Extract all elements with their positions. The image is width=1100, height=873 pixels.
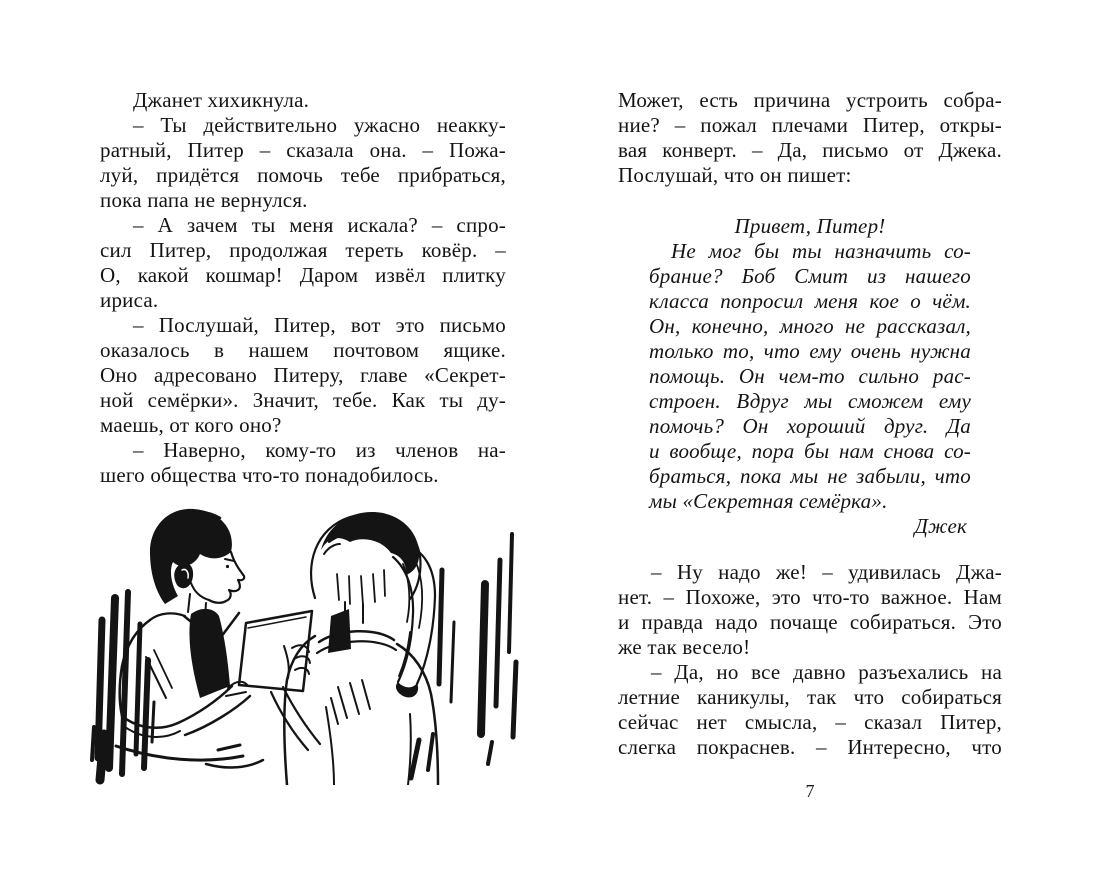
paragraph	[100, 88, 506, 113]
paragraph	[618, 660, 1002, 760]
text-line: сейчас нет смысла, – сказал Питер,	[618, 710, 1002, 734]
text-line: помочь? Он хороший друг. Да	[649, 414, 971, 438]
text-line: Джек	[914, 514, 967, 538]
text-line: Привет, Питер!	[734, 214, 886, 238]
text-line: ние? – пожал плечами Питер, откры-	[618, 113, 1002, 137]
paragraph	[100, 438, 506, 488]
letter-block	[649, 214, 971, 539]
text-line: ной семёрки». Значит, тебе. Как ты ду-	[100, 388, 506, 412]
letter-paper	[239, 611, 312, 691]
paragraph-gap	[618, 188, 1002, 214]
text-line: ратный, Питер – сказала она. – Пожа-	[100, 138, 506, 162]
paragraph	[100, 313, 506, 438]
illustration-two-children-reading-letter	[88, 502, 520, 785]
text-line: маешь, от кого оно?	[100, 413, 282, 437]
background-hatching-right	[439, 534, 516, 764]
text-line: оказалось в нашем почтовом ящике.	[100, 338, 506, 362]
text-line: нет. – Похоже, это что-то важное. Нам	[618, 585, 1002, 609]
text-line: помощь. Он чем-то сильно рас-	[649, 364, 971, 388]
text-line: – А зачем ты меня искала? – спро-	[133, 213, 506, 237]
text-line: Джанет хихикнула.	[133, 88, 310, 112]
text-line: Может, есть причина устроить собра-	[618, 88, 1002, 112]
text-line: сил Питер, продолжая тереть ковёр. –	[100, 238, 506, 262]
paragraph	[618, 88, 1002, 188]
paragraph	[618, 560, 1002, 660]
left-page-text	[100, 88, 506, 488]
text-line: О, какой кошмар! Даром извёл плитку	[100, 263, 506, 287]
right-page-text	[618, 88, 1002, 760]
text-line: слегка покраснев. – Интересно, что	[618, 735, 1002, 759]
background-hatching-left	[92, 592, 154, 780]
text-line: класса попросил меня кое о чём.	[649, 289, 971, 313]
text-line: – Послушай, Питер, вот это письмо	[133, 313, 506, 337]
paragraph-gap	[618, 539, 1002, 560]
text-line: ириса.	[100, 288, 159, 312]
text-line: же так весело!	[618, 635, 751, 659]
text-line: Оно адресовано Питеру, главе «Секрет-	[100, 363, 506, 387]
text-line: – Да, но все давно разъехались на	[651, 660, 1002, 684]
text-line: и правда надо почаще собираться. Это	[618, 610, 1002, 634]
text-line: вая конверт. – Да, письмо от Джека.	[618, 138, 1002, 162]
paragraph	[100, 113, 506, 213]
text-line: Он, конечно, много не рассказал,	[649, 314, 971, 338]
text-line: брание? Боб Смит из нашего	[649, 264, 971, 288]
text-line: пока папа не вернулся.	[100, 188, 308, 212]
text-line: луй, придётся помочь тебе прибраться,	[100, 163, 506, 187]
text-line: браться, пока мы не забыли, что	[649, 464, 971, 488]
paragraph	[100, 213, 506, 313]
text-line: строен. Вдруг мы сможем ему	[649, 389, 971, 413]
text-line: только то, что ему очень нужна	[649, 339, 971, 363]
text-line: Послушай, что он пишет:	[618, 163, 852, 187]
text-line: и вообще, пора бы нам снова со-	[649, 439, 971, 463]
text-line: – Ну надо же! – удивилась Джа-	[651, 560, 1002, 584]
illustration-svg	[88, 502, 520, 785]
text-line: летние каникулы, так что собираться	[618, 685, 1002, 709]
text-line: Не мог бы ты назначить со-	[671, 239, 971, 263]
text-line: мы «Секретная семёрка».	[649, 489, 888, 513]
text-line: – Ты действительно ужасно неакку-	[133, 113, 506, 137]
text-line: – Наверно, кому-то из членов на-	[133, 438, 506, 462]
text-line: шего общества что-то понадобилось.	[100, 463, 439, 487]
page-number: 7	[805, 781, 815, 801]
